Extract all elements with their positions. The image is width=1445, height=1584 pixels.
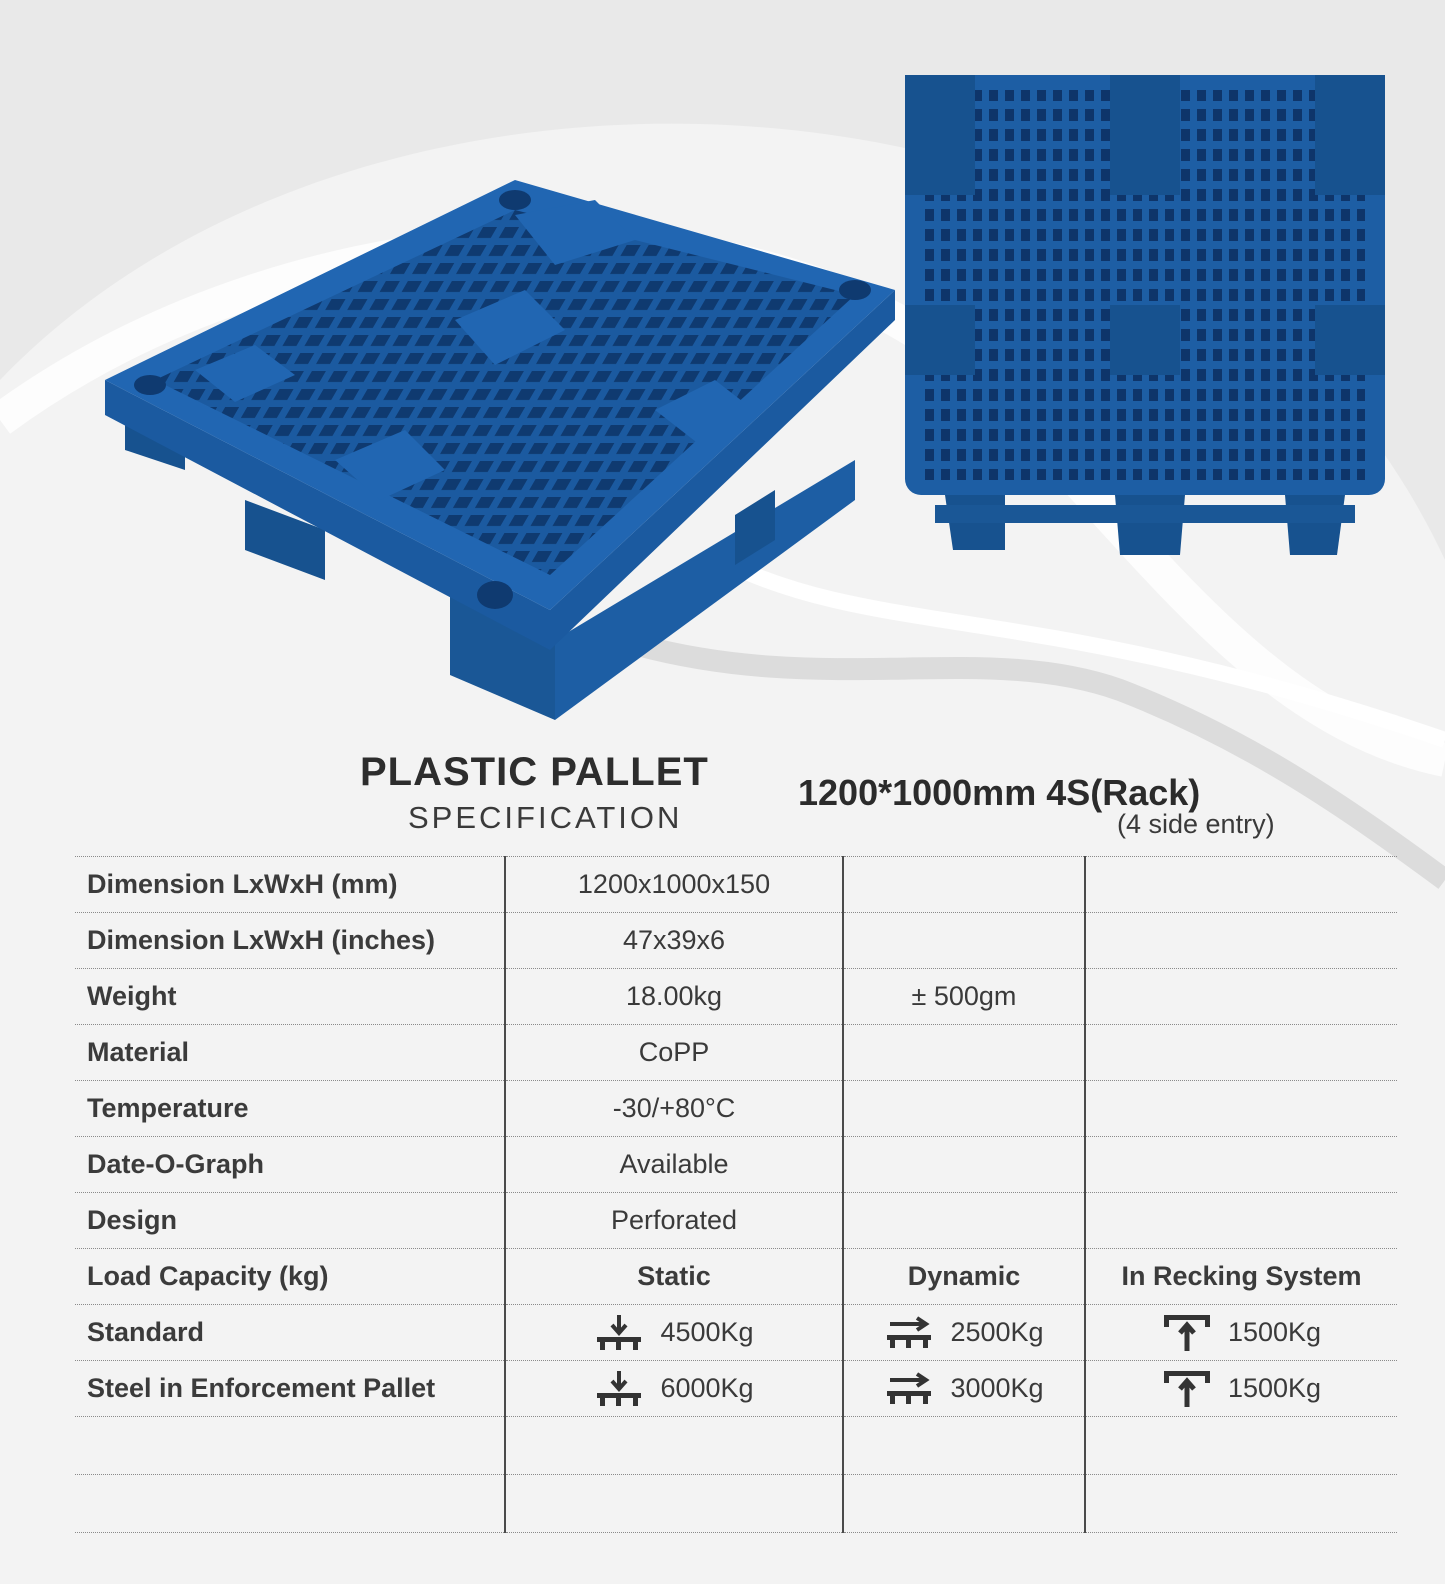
row-label: Dimension LxWxH (inches) <box>75 913 505 969</box>
dynamic-load-value: 2500Kg <box>950 1317 1044 1347</box>
spec-table <box>75 856 1397 1533</box>
row-value: Perforated <box>505 1193 843 1249</box>
row-value: -30/+80°C <box>505 1081 843 1137</box>
row-value: 47x39x6 <box>505 913 843 969</box>
table-row-load-header <box>75 1249 1397 1305</box>
table-row <box>75 1137 1397 1193</box>
dynamic-load-icon <box>884 1315 934 1351</box>
row-value: 18.00kg <box>505 969 843 1025</box>
table-row <box>75 857 1397 913</box>
static-load-icon <box>594 1371 644 1407</box>
table-row <box>75 1193 1397 1249</box>
row-label: Steel in Enforcement Pallet <box>75 1361 505 1417</box>
row-label: Dimension LxWxH (mm) <box>75 857 505 913</box>
racking-load-icon <box>1162 1313 1212 1353</box>
load-capacity-label: Load Capacity (kg) <box>75 1249 505 1305</box>
row-label: Design <box>75 1193 505 1249</box>
table-row <box>75 1305 1397 1361</box>
row-value: CoPP <box>505 1025 843 1081</box>
page-subtitle: SPECIFICATION <box>408 800 683 835</box>
table-row-empty <box>75 1417 1397 1475</box>
table-row <box>75 1025 1397 1081</box>
pallet-angled-image <box>95 170 915 740</box>
row-label: Date-O-Graph <box>75 1137 505 1193</box>
static-load-icon <box>594 1315 644 1351</box>
row-label: Temperature <box>75 1081 505 1137</box>
row-value: 1200x1000x150 <box>505 857 843 913</box>
row-label: Weight <box>75 969 505 1025</box>
racking-load-value: 1500Kg <box>1227 1373 1322 1403</box>
page-title: PLASTIC PALLET <box>360 750 709 794</box>
row-value: Available <box>505 1137 843 1193</box>
dynamic-load-value: 3000Kg <box>950 1373 1044 1403</box>
table-row <box>75 1081 1397 1137</box>
weight-tolerance: ± 500gm <box>843 969 1085 1025</box>
table-row <box>75 913 1397 969</box>
model-name: 1200*1000mm 4S(Rack) <box>798 772 1201 813</box>
table-row <box>75 969 1397 1025</box>
static-header: Static <box>505 1249 843 1305</box>
racking-load-icon <box>1162 1369 1212 1409</box>
dynamic-load-icon <box>884 1371 934 1407</box>
racking-header: In Recking System <box>1085 1249 1397 1305</box>
row-label: Material <box>75 1025 505 1081</box>
static-load-value: 6000Kg <box>660 1373 754 1403</box>
model-note: (4 side entry) <box>1117 809 1275 839</box>
row-label: Standard <box>75 1305 505 1361</box>
table-row-empty <box>75 1475 1397 1533</box>
dynamic-header: Dynamic <box>843 1249 1085 1305</box>
racking-load-value: 1500Kg <box>1227 1317 1322 1347</box>
table-row <box>75 1361 1397 1417</box>
static-load-value: 4500Kg <box>660 1317 754 1347</box>
pallet-bottom-view-image <box>905 65 1395 570</box>
